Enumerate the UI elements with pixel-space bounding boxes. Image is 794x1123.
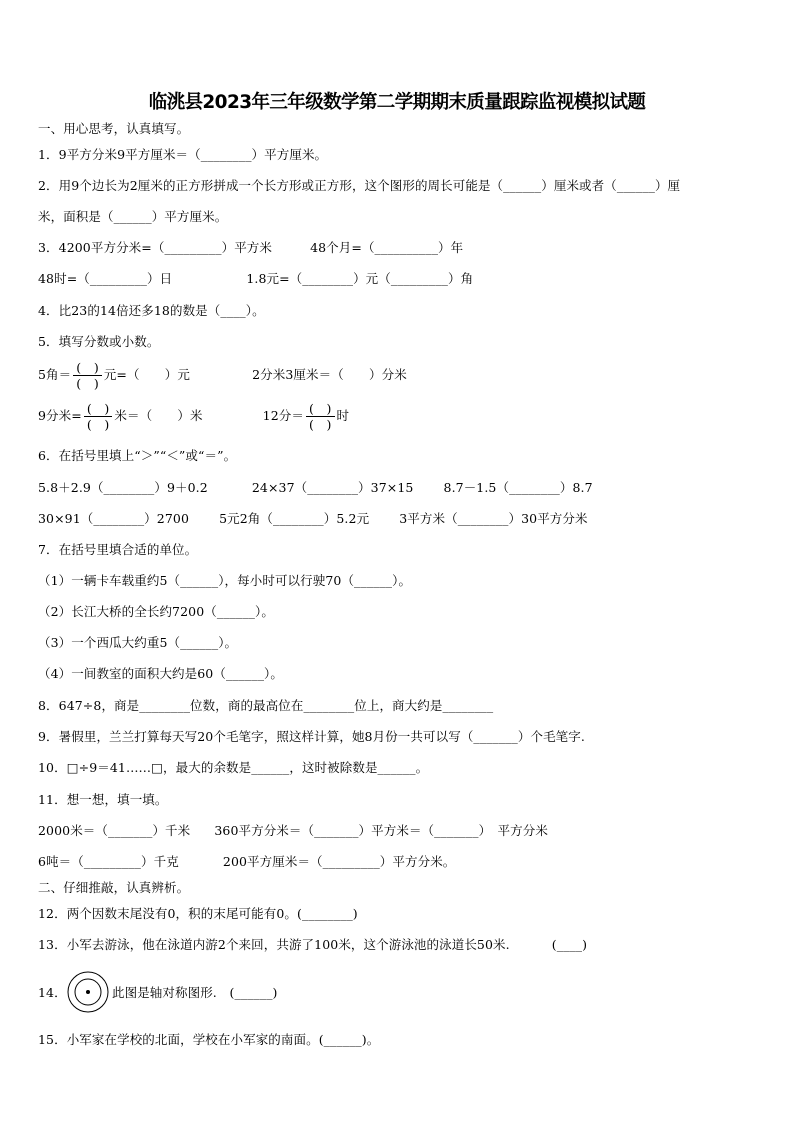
question-14-text: 此图是轴对称图形. (______)	[112, 985, 278, 1000]
q5b-part-2: 12分＝	[262, 408, 304, 423]
q11-item-1: 2000米＝（_______）千米	[38, 823, 191, 838]
question-12: 12．两个因数末尾没有0，积的末尾可能有0。(________)	[38, 906, 358, 921]
question-5-line-1	[38, 360, 407, 391]
question-3-line-1	[38, 240, 463, 256]
question-11-line-2	[38, 854, 455, 870]
fraction-denominator: ( )	[86, 417, 110, 432]
question-6: 6．在括号里填上“＞”“＜”或“＝”。	[38, 448, 237, 463]
q13-text: 13．小军去游泳，他在泳道内游2个来回，共游了100米，这个游泳池的泳道长50米.	[38, 937, 510, 952]
question-3-line-2	[38, 271, 473, 287]
question-13	[38, 937, 587, 953]
question-9: 9．暑假里，兰兰打算每天写20个毛笔字，照这样计算，她8月份一共可以写（_______）个毛笔字.	[38, 729, 585, 744]
question-8: 8．647÷8，商是________位数，商的最高位在________位上，商大约是________	[38, 698, 494, 713]
question-7-sub-2: （2）长江大桥的全长约7200（______）。	[38, 604, 274, 619]
question-6-line-2	[38, 511, 588, 527]
q5a-part-2: 2分米3厘米＝（ ）分米	[252, 367, 407, 382]
fraction-blank	[84, 401, 113, 432]
question-11-line-1	[38, 823, 548, 839]
q5b-part-2-suffix: 时	[336, 408, 350, 423]
question-10: 10．□÷9＝41……□，最大的余数是______，这时被除数是______。	[38, 760, 429, 775]
question-3-part-2: 48个月=（__________）年	[310, 240, 464, 255]
question-7-sub-4: （4）一间教室的面积大约是60（______）。	[38, 666, 284, 681]
question-3-part-3: 48时=（_________）日	[38, 271, 173, 286]
question-7: 7．在括号里填合适的单位。	[38, 542, 198, 557]
question-3-part-4: 1.8元=（________）元（_________）角	[246, 271, 474, 286]
q5b-suffix: 米＝（ ）米	[114, 408, 203, 423]
question-3-part-1: 3．4200平方分米=（_________）平方米	[38, 240, 272, 255]
question-7-sub-3: （3）一个西瓜大约重5（______）。	[38, 635, 238, 650]
question-14-number: 14．	[38, 985, 67, 1000]
question-7-sub-1: （1）一辆卡车载重约5（______），每小时可以行驶70（______）。	[38, 573, 412, 588]
section-1-heading: 一、用心思考，认真填写。	[38, 121, 190, 136]
fraction-denominator: ( )	[76, 376, 99, 391]
question-2-line-1: 2．用9个边长为2厘米的正方形拼成一个长方形或正方形，这个图形的周长可能是（______）厘米或者（______）厘	[38, 178, 681, 193]
question-5-line-2	[38, 401, 349, 432]
fraction-numerator: ( )	[84, 401, 113, 417]
question-2-line-2: 米，面积是（______）平方厘米。	[38, 209, 228, 224]
fraction-blank	[306, 401, 335, 432]
section-2-heading: 二、仔细推敲，认真辨析。	[38, 880, 190, 895]
q11-item-2: 360平方分米＝（_______）平方米＝（_______） 平方分米	[214, 823, 548, 838]
q6-item-4: 30×91（________）2700	[38, 511, 189, 526]
fraction-numerator: ( )	[73, 360, 102, 376]
q13-answer-blank: (____)	[551, 937, 588, 952]
concentric-circle-figure	[66, 970, 110, 1014]
q5a-prefix: 5角＝	[38, 367, 72, 382]
q6-item-2: 24×37（________）37×15	[251, 480, 414, 495]
q6-item-3: 8.7－1.5（________）8.7	[443, 480, 593, 495]
q11-item-4: 200平方厘米＝（_________）平方分米。	[222, 854, 456, 869]
q6-item-6: 3平方米（________）30平方分米	[399, 511, 588, 526]
question-15: 15．小军家在学校的北面，学校在小军家的南面。(______)。	[38, 1032, 380, 1047]
q11-item-3: 6吨＝（_________）千克	[38, 854, 179, 869]
page-title: 临洮县2023年三年级数学第二学期期末质量跟踪监视模拟试题	[148, 92, 646, 113]
question-11: 11．想一想，填一填。	[38, 792, 168, 807]
q5a-suffix: 元=（ ）元	[103, 367, 191, 382]
fraction-blank	[73, 360, 102, 391]
q6-item-1: 5.8＋2.9（________）9＋0.2	[38, 480, 208, 495]
question-1: 1．9平方分米9平方厘米＝（________）平方厘米。	[38, 147, 328, 162]
question-6-line-1	[38, 480, 593, 496]
fraction-denominator: ( )	[308, 417, 332, 432]
q5b-prefix: 9分米=	[38, 408, 82, 423]
fraction-numerator: ( )	[306, 401, 335, 417]
q6-item-5: 5元2角（________）5.2元	[219, 511, 370, 526]
question-5: 5．填写分数或小数。	[38, 334, 160, 349]
question-4: 4．比23的14倍还多18的数是（____）。	[38, 303, 265, 318]
